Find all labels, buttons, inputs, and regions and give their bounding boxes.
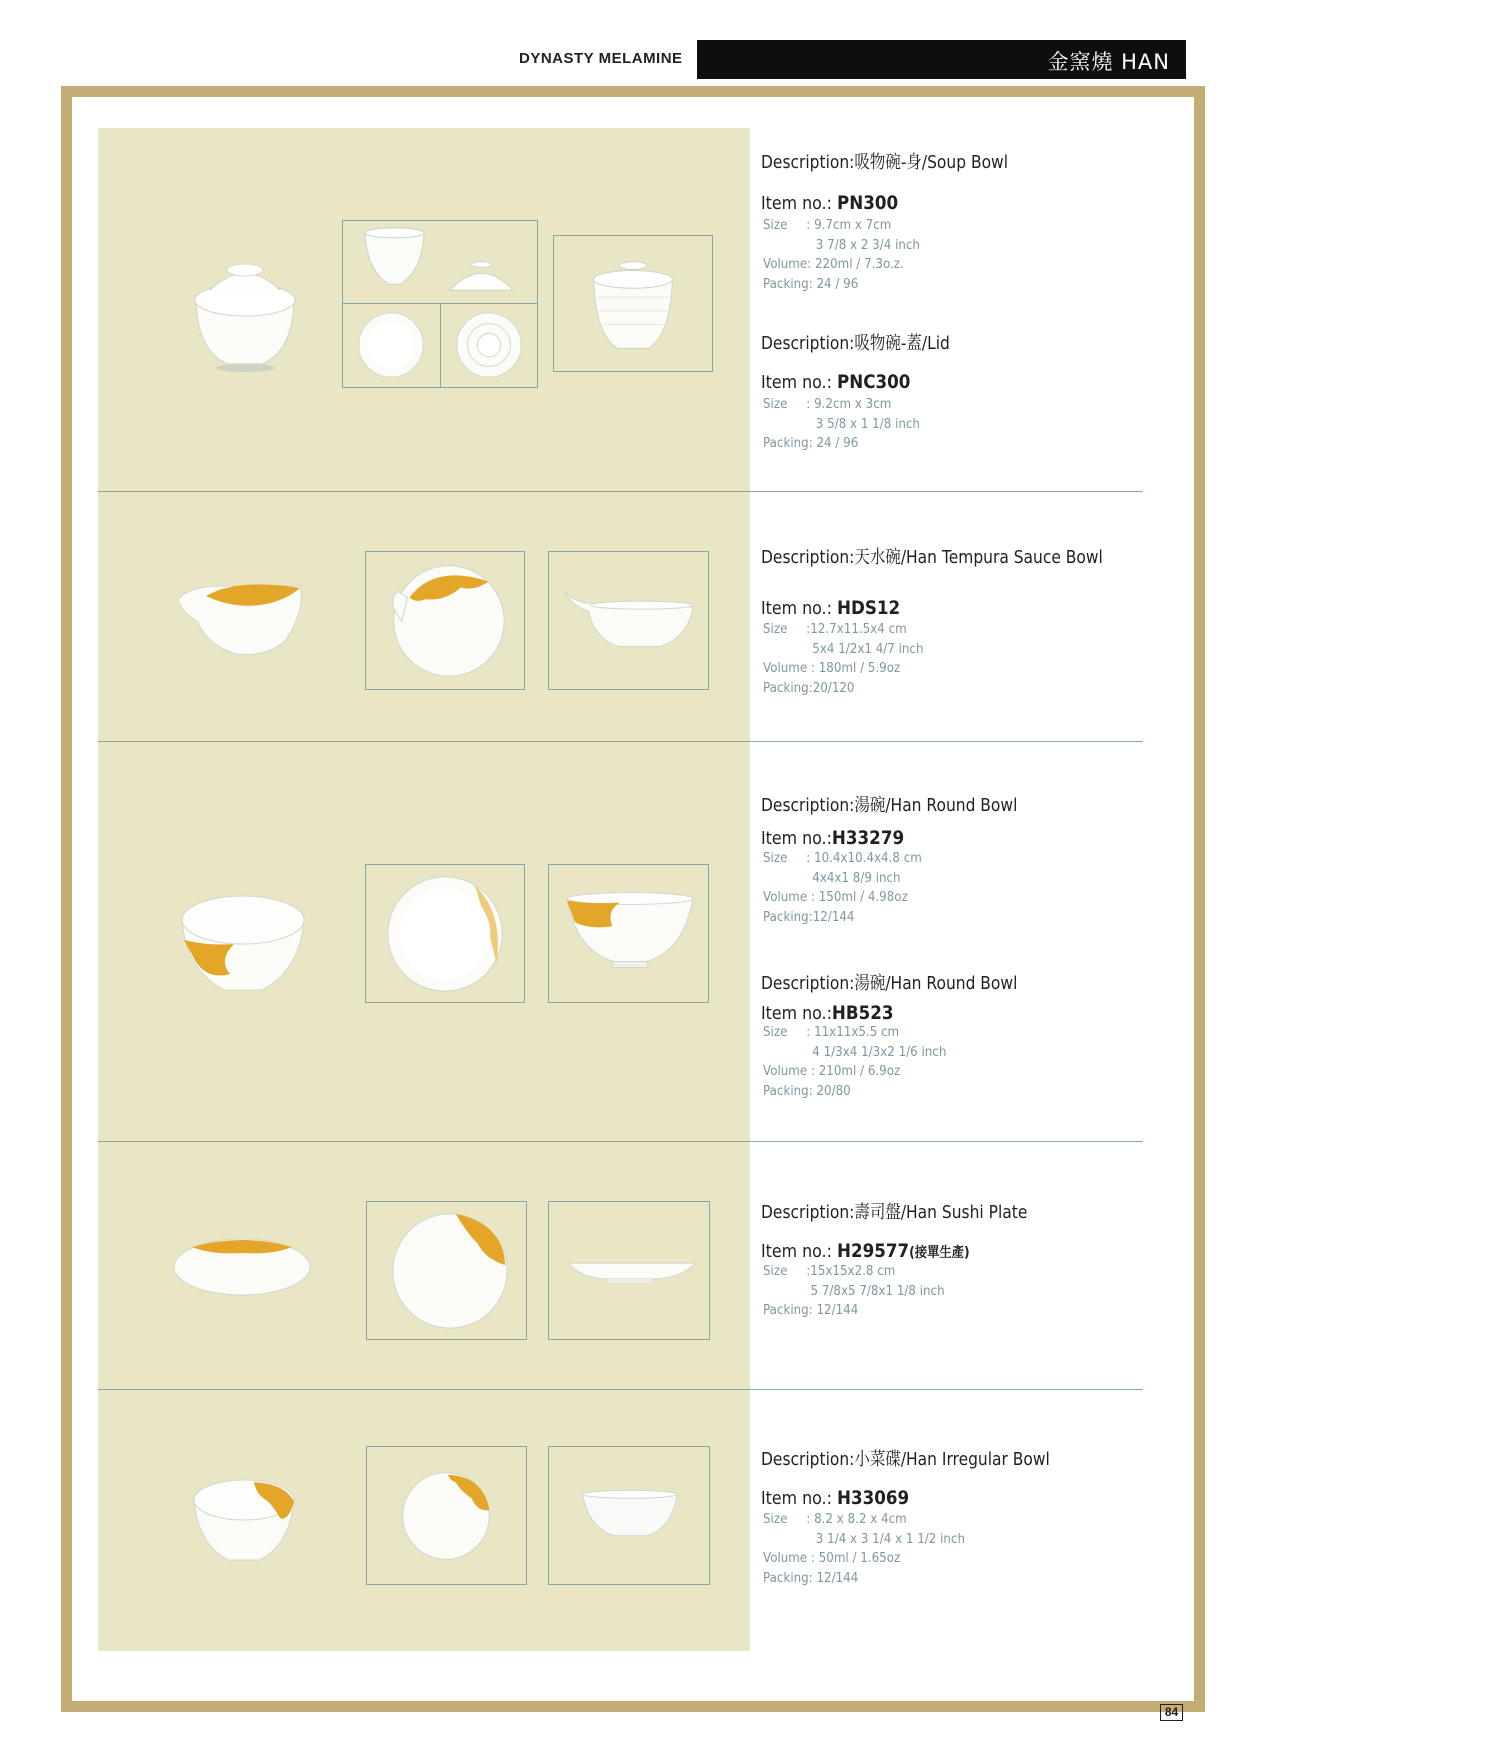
item-no-h33279: Item no.:H33279: [761, 827, 905, 849]
section-divider: [98, 741, 1143, 742]
sushi-plate-photo: [172, 1233, 312, 1299]
lid-top-thumb: [440, 303, 538, 388]
soup-bowl-lid-thumb: [553, 235, 713, 372]
item-no-h29577: Item no.: H29577(接單生產): [761, 1240, 970, 1262]
sushi-plate-side-thumb: [548, 1201, 710, 1340]
spec-h33069: Size : 8.2 x 8.2 x 4cm 3 1/4 x 3 1/4 x 1 1/2 inch Volume : 50ml / 1.65oz Packing: 12/144: [763, 1511, 966, 1586]
round-bowl-photo: [178, 890, 308, 996]
description-pn300: Description:吸物碗-身/Soup Bowl: [761, 152, 1009, 173]
spec-h33279: Size : 10.4x10.4x4.8 cm 4x4x1 8/9 inch Volume : 150ml / 4.98oz Packing:12/144: [763, 850, 922, 925]
irregular-bowl-photo: [190, 1474, 298, 1566]
item-no-pn300: Item no.: PN300: [761, 192, 899, 214]
spec-h29577: Size :15x15x2.8 cm 5 7/8x5 7/8x1 1/8 inch Packing: 12/144: [763, 1263, 945, 1318]
brand-dynasty: DYNASTY MELAMINE: [519, 50, 683, 67]
tempura-bowl-top-thumb: [365, 551, 525, 690]
section-divider: [98, 491, 1143, 492]
spec-pn300: Size : 9.7cm x 7cm 3 7/8 x 2 3/4 inch Volume: 220ml / 7.3o.z. Packing: 24 / 96: [763, 217, 920, 292]
brand-frimo: FRIMO MELAMINE: [1403, 51, 1487, 85]
description-h33069: Description:小菜碟/Han Irregular Bowl: [761, 1449, 1050, 1470]
soup-bowl-top-thumb: [342, 303, 441, 388]
irregular-bowl-side-thumb: [548, 1446, 710, 1585]
tempura-bowl-side-thumb: [548, 551, 709, 690]
soup-bowl-photo: [188, 252, 303, 374]
item-no-hds12: Item no.: HDS12: [761, 597, 901, 619]
description-hds12: Description:天水碗/Han Tempura Sauce Bowl: [761, 547, 1103, 568]
header-bar: [697, 40, 1487, 85]
series-title: 金窯燒 HAN: [1047, 50, 1170, 74]
item-no-h33069: Item no.: H33069: [761, 1487, 910, 1509]
page-number: 84: [1160, 1704, 1183, 1721]
round-bowl-top-thumb: [365, 864, 525, 1003]
spec-pnc300: Size : 9.2cm x 3cm 3 5/8 x 1 1/8 inch Packing: 24 / 96: [763, 396, 920, 451]
description-h33279: Description:湯碗/Han Round Bowl: [761, 795, 1018, 816]
soup-bowl-side-thumb: [342, 220, 538, 303]
item-no-hb523: Item no.:HB523: [761, 1002, 894, 1024]
tempura-bowl-photo: [176, 578, 310, 662]
sushi-plate-top-thumb: [366, 1201, 527, 1340]
description-pnc300: Description:吸物碗-蓋/Lid: [761, 333, 950, 354]
spec-hb523: Size : 11x11x5.5 cm 4 1/3x4 1/3x2 1/6 inch Volume : 210ml / 6.9oz Packing: 20/80: [763, 1024, 947, 1099]
description-h29577: Description:壽司盤/Han Sushi Plate: [761, 1202, 1028, 1223]
section-divider: [98, 1141, 1143, 1142]
description-hb523: Description:湯碗/Han Round Bowl: [761, 973, 1018, 994]
item-no-pnc300: Item no.: PNC300: [761, 371, 911, 393]
irregular-bowl-top-thumb: [366, 1446, 527, 1585]
round-bowl-side-thumb: [548, 864, 709, 1003]
section-divider: [98, 1389, 1143, 1390]
spec-hds12: Size :12.7x11.5x4 cm 5x4 1/2x1 4/7 inch Volume : 180ml / 5.9oz Packing:20/120: [763, 621, 924, 696]
